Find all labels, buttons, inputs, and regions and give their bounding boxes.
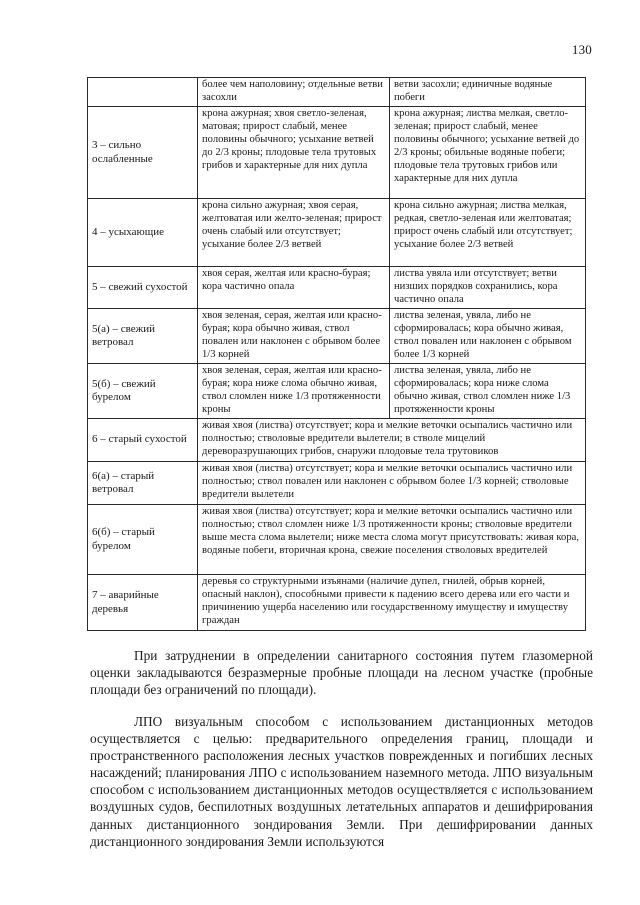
- table-row: [88, 309, 586, 364]
- category-cell: 3 – сильно ослабленные: [88, 107, 198, 199]
- deciduous-cell: крона ажурная; листва мелкая, светло-зеленая; прирост слабый, менее половины обычного; усыхание ветвей до 2/3 кроны; обильные водяные побеги; плодовые тела трутовых грибов или характерные для них дупла: [390, 107, 586, 199]
- category-cell: 6 – старый сухостой: [88, 419, 198, 462]
- category-cell: 6(б) – старый бурелом: [88, 505, 198, 575]
- category-cell: 5 – свежий сухостой: [88, 267, 198, 309]
- description-cell: живая хвоя (листва) отсутствует; кора и мелкие веточки осыпались частично или полностью; стволовые вредители вылетели; в стволе мицелий дереворазрушающих грибов, снаружи плодовые тела трутовиков: [198, 419, 586, 462]
- table-row: [88, 267, 586, 309]
- page-number: 130: [571, 42, 592, 57]
- category-cell: 5(б) – свежий бурелом: [88, 364, 198, 419]
- conifer-cell: хвоя серая, желтая или красно-бурая; кора частично опала: [198, 267, 390, 309]
- deciduous-cell: листва зеленая, увяла, либо не сформировалась; кора обычно живая, ствол повален или наклонен с обрывом более 1/3 корней: [390, 309, 586, 364]
- deciduous-cell: листва увяла или отсутствует; ветви низших порядков сохранились, кора частично опала: [390, 267, 586, 309]
- table-row: [88, 78, 586, 107]
- description-cell: живая хвоя (листва) отсутствует; кора и мелкие веточки осыпались частично или полностью; ствол сломлен ниже 1/3 протяженности кроны; стволовые вредители выше места слома вылетели; ниже места слома могут присутствовать: живая кора, водяные побеги, вторичная крона, свежие поселения стволовых вредителей: [198, 505, 586, 575]
- category-cell: 6(а) – старый ветровал: [88, 462, 198, 505]
- category-cell: 7 – аварийные деревья: [88, 575, 198, 631]
- table-row: [88, 107, 586, 199]
- conifer-cell: крона ажурная; хвоя светло-зеленая, матовая; прирост слабый, менее половины обычного; усыхание ветвей до 2/3 кроны; плодовые тела трутовых грибов и характерные для них дупла: [198, 107, 390, 199]
- description-cell: деревья со структурными изъянами (наличие дупел, гнилей, обрыв корней, опасный наклон), способными привести к падению всего дерева или его части и причинению ущерба населению или государственному имуществу и имуществу граждан: [198, 575, 586, 631]
- table-row: [88, 419, 586, 462]
- conifer-cell: более чем наполовину; отдельные ветви засохли: [198, 78, 390, 107]
- description-cell: живая хвоя (листва) отсутствует; кора и мелкие веточки осыпались частично или полностью; ствол повален или наклонен с обрывом более 1/3 корней; стволовые вредители вылетели: [198, 462, 586, 505]
- conifer-cell: крона сильно ажурная; хвоя серая, желтоватая или желто-зеленая; прирост очень слабый или отсутствует; усыхание более 2/3 ветвей: [198, 199, 390, 267]
- table-row: [88, 462, 586, 505]
- deciduous-cell: листва зеленая, увяла, либо не сформировалась; кора ниже слома обычно живая, ствол сломлен ниже 1/3 протяженности кроны: [390, 364, 586, 419]
- conifer-cell: хвоя зеленая, серая, желтая или красно-бурая; кора ниже слома обычно живая, ствол сломлен ниже 1/3 протяженности кроны: [198, 364, 390, 419]
- table-row: [88, 364, 586, 419]
- sanitary-state-table: [87, 77, 586, 631]
- table-row: [88, 199, 586, 267]
- table-row: [88, 575, 586, 631]
- table-row: [88, 505, 586, 575]
- category-cell: [88, 78, 198, 107]
- deciduous-cell: крона сильно ажурная; листва мелкая, редкая, светло-зеленая или желтоватая; прирост очень слабый или отсутствует; усыхание более 2/3 ветвей: [390, 199, 586, 267]
- body-paragraph: ЛПО визуальным способом с использованием дистанционных методов осуществляется с целью: предварительного определения границ, площади и пространственного расположения лесных участков поврежденных и погибших лесных насаждений; планирования ЛПО с использованием наземного метода. ЛПО визуальным способом с использованием дистанционных методов осуществляется с использованием воздушных судов, беспилотных воздушных летательных аппаратов и дешифрирования данных дистанционного зондирования Земли. При дешифрировании данных дистанционного зондирования Земли используются: [90, 714, 593, 849]
- category-cell: 4 – усыхающие: [88, 199, 198, 267]
- body-paragraph: При затруднении в определении санитарного состояния путем глазомерной оценки закладываются безразмерные пробные площади на лесном участке (пробные площади без ограничений по площади).: [90, 648, 593, 698]
- deciduous-cell: ветви засохли; единичные водяные побеги: [390, 78, 586, 107]
- conifer-cell: хвоя зеленая, серая, желтая или красно-бурая; кора обычно живая, ствол повален или наклонен с обрывом более 1/3 корней: [198, 309, 390, 364]
- category-cell: 5(а) – свежий ветровал: [88, 309, 198, 364]
